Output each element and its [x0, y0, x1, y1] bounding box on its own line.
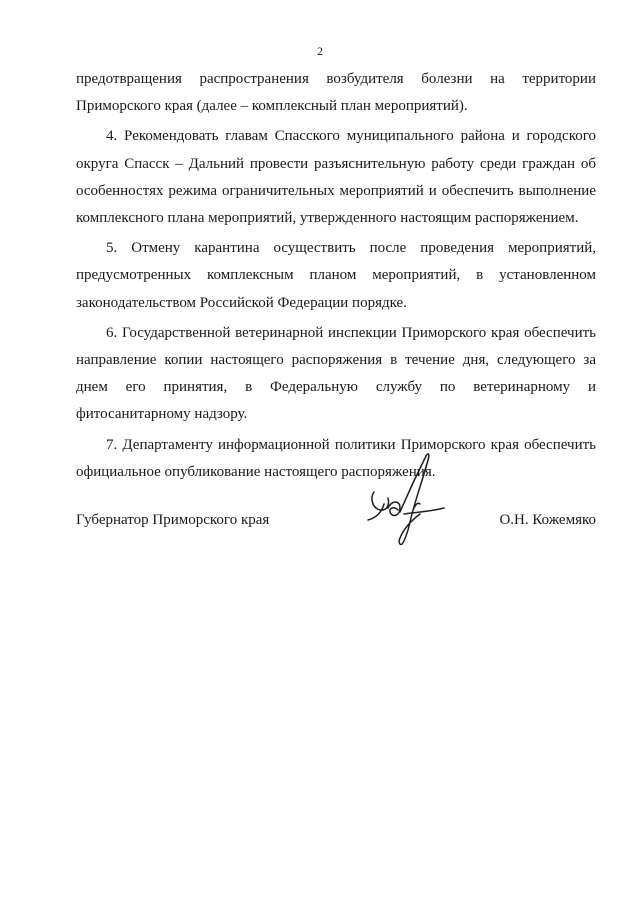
- paragraph-item-6: 6. Государственной ветеринарной инспекции Приморского края обеспечить направление копии настоящего распоряжения в течение дня, следующего за днем его принятия, в Федеральную службу по ветеринарному и фитосанитарному надзору.: [76, 324, 596, 423]
- paragraph-item-5: 5. Отмену карантина осуществить после проведения мероприятий, предусмотренных комплексным планом мероприятий, в установленном законодательством Российской Федерации порядке.: [76, 240, 596, 311]
- paragraph-item-4: 4. Рекомендовать главам Спасского муниципального района и городского округа Спасск – Дальний провести разъяснительную работу среди граждан об особенностях режима ограничительных мероприятий и обеспечить выполнение комплексного плана мероприятий, утвержденного настоящим распоряжением.: [76, 128, 596, 227]
- paragraph-item-7: 7. Департаменту информационной политики Приморского края обеспечить официальное опубликование настоящего распоряжения.: [76, 436, 596, 480]
- signatory-position: Губернатор Приморского края: [76, 512, 270, 528]
- document-body: [76, 66, 596, 489]
- page-number: 2: [317, 44, 323, 58]
- signatory-name: О.Н. Кожемяко: [499, 512, 596, 528]
- handwritten-signature: [360, 448, 446, 550]
- paragraph-continuation: предотвращения распространения возбудителя болезни на территории Приморского края (далее – комплексный план мероприятий).: [76, 71, 596, 115]
